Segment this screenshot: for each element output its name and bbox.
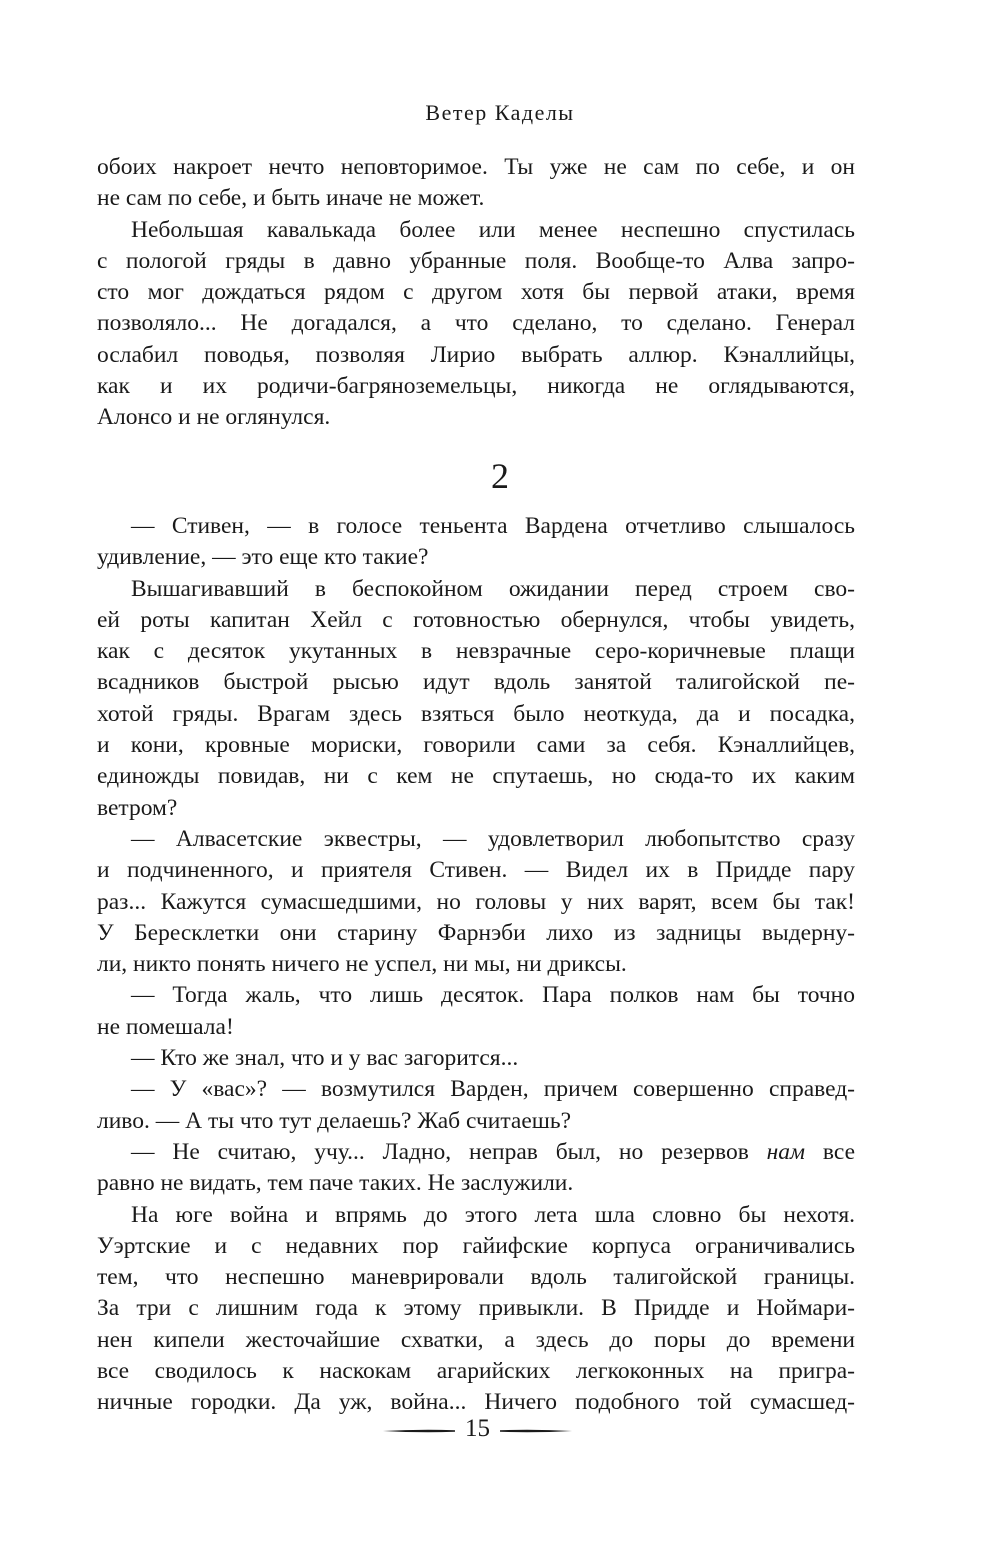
text-line: ливо. — А ты что тут делаешь? Жаб считаешь? bbox=[97, 1107, 571, 1134]
text-line: раз... Кажутся сумасшедшими, но головы у них варят, всем бы так! bbox=[97, 888, 855, 915]
text-line: и подчиненного, и приятеля Стивен. — Видел их в Придде пару bbox=[97, 857, 855, 884]
text-line: За три с лишним года к этому привыкли. В Придде и Ноймари- bbox=[97, 1295, 855, 1322]
body-text-main bbox=[97, 511, 855, 1419]
text-line: сто мог дождаться рядом с другом хотя бы первой атаки, время bbox=[97, 279, 855, 306]
text-line: не сам по себе, и быть иначе не может. bbox=[97, 185, 485, 212]
text-line: как и их родичи-багряноземельцы, никогда не оглядываются, bbox=[97, 373, 855, 400]
page-footer bbox=[0, 1410, 1000, 1450]
body-text-top bbox=[97, 152, 855, 434]
text-line: У Бересклетки они старину Фарнэби лихо из задницы выдерну- bbox=[97, 919, 855, 946]
text-line: — Алвасетские эквестры, — удовлетворил любопытство сразу bbox=[131, 825, 855, 852]
running-head: Ветер Каделы bbox=[425, 100, 575, 125]
text-line: Вышагивавший в беспокойном ожидании перед строем сво- bbox=[131, 575, 855, 602]
text-line: единожды повидав, ни с кем не спутаешь, но сюда-то их каким bbox=[97, 763, 855, 790]
text-line: — Не считаю, учу... Ладно, неправ был, но резервов нам все bbox=[131, 1138, 855, 1165]
footer-rule-right-ornament bbox=[500, 1429, 572, 1433]
text-line: тем, что неспешно маневрировали вдоль талигойской границы. bbox=[97, 1264, 855, 1291]
text-line: и кони, кровные мориски, говорили сами за себя. Кэналлийцев, bbox=[97, 732, 855, 759]
text-line: — Тогда жаль, что лишь десяток. Пара полков нам бы точно bbox=[131, 982, 855, 1009]
text-line: хотой гряды. Врагам здесь взяться было неоткуда, да и посадка, bbox=[97, 700, 855, 727]
emphasis: нам bbox=[766, 1138, 806, 1165]
text-line: равно не видать, тем паче таких. Не заслужили. bbox=[97, 1170, 574, 1197]
text-line: Алонсо и не оглянулся. bbox=[97, 404, 331, 431]
chapter-number: 2 bbox=[491, 456, 509, 496]
text-line: На юге война и впрямь до этого лета шла словно бы нехотя. bbox=[131, 1201, 855, 1228]
text-line: все сводилось к наскокам агарийских легкоконных на пригра- bbox=[97, 1358, 855, 1385]
text-line: — У «вас»? — возмутился Варден, причем совершенно справед- bbox=[131, 1076, 855, 1103]
text-line: ослабил поводья, позволяя Лирио выбрать аллюр. Кэналлийцы, bbox=[97, 341, 855, 368]
text-line: не помешала! bbox=[97, 1013, 234, 1040]
text-line: удивление, — это еще кто такие? bbox=[97, 544, 429, 571]
text-line: с пологой гряды в давно убранные поля. Вообще-то Алва запро- bbox=[97, 247, 855, 274]
text-line: как с десяток укутанных в невзрачные серо-коричневые плащи bbox=[97, 638, 855, 665]
text-line: — Кто же знал, что и у вас загорится... bbox=[131, 1045, 519, 1072]
text-line: всадников быстрой рысью идут вдоль занятой талигойской пе- bbox=[97, 669, 855, 696]
text-line: ветром? bbox=[97, 794, 178, 821]
text-line: обоих накроет нечто неповторимое. Ты уже не сам по себе, и он bbox=[97, 154, 855, 180]
page-number: 15 bbox=[465, 1415, 490, 1442]
text-line: нен кипели жесточайшие схватки, а здесь до поры до времени bbox=[97, 1326, 855, 1353]
text-line: Небольшая кавалькада более или менее неспешно спустилась bbox=[131, 216, 855, 243]
text-line: позволяло... Не догадался, а что сделано, то сделано. Генерал bbox=[97, 310, 855, 337]
text-line: — Стивен, — в голосе теньента Вардена отчетливо слышалось bbox=[131, 513, 855, 539]
text-line: Уэртские и с недавних пор гайифские корпуса ограничивались bbox=[97, 1232, 855, 1259]
text-line: ей роты капитан Хейл с готовностью обернулся, чтобы увидеть, bbox=[97, 606, 855, 633]
footer-rule-left-ornament bbox=[383, 1429, 455, 1433]
text-line: ли, никто понять ничего не успел, ни мы, ни дриксы. bbox=[97, 951, 627, 978]
text-line: ничные городки. Да уж, война... Ничего подобного той сумасшед- bbox=[97, 1389, 855, 1416]
